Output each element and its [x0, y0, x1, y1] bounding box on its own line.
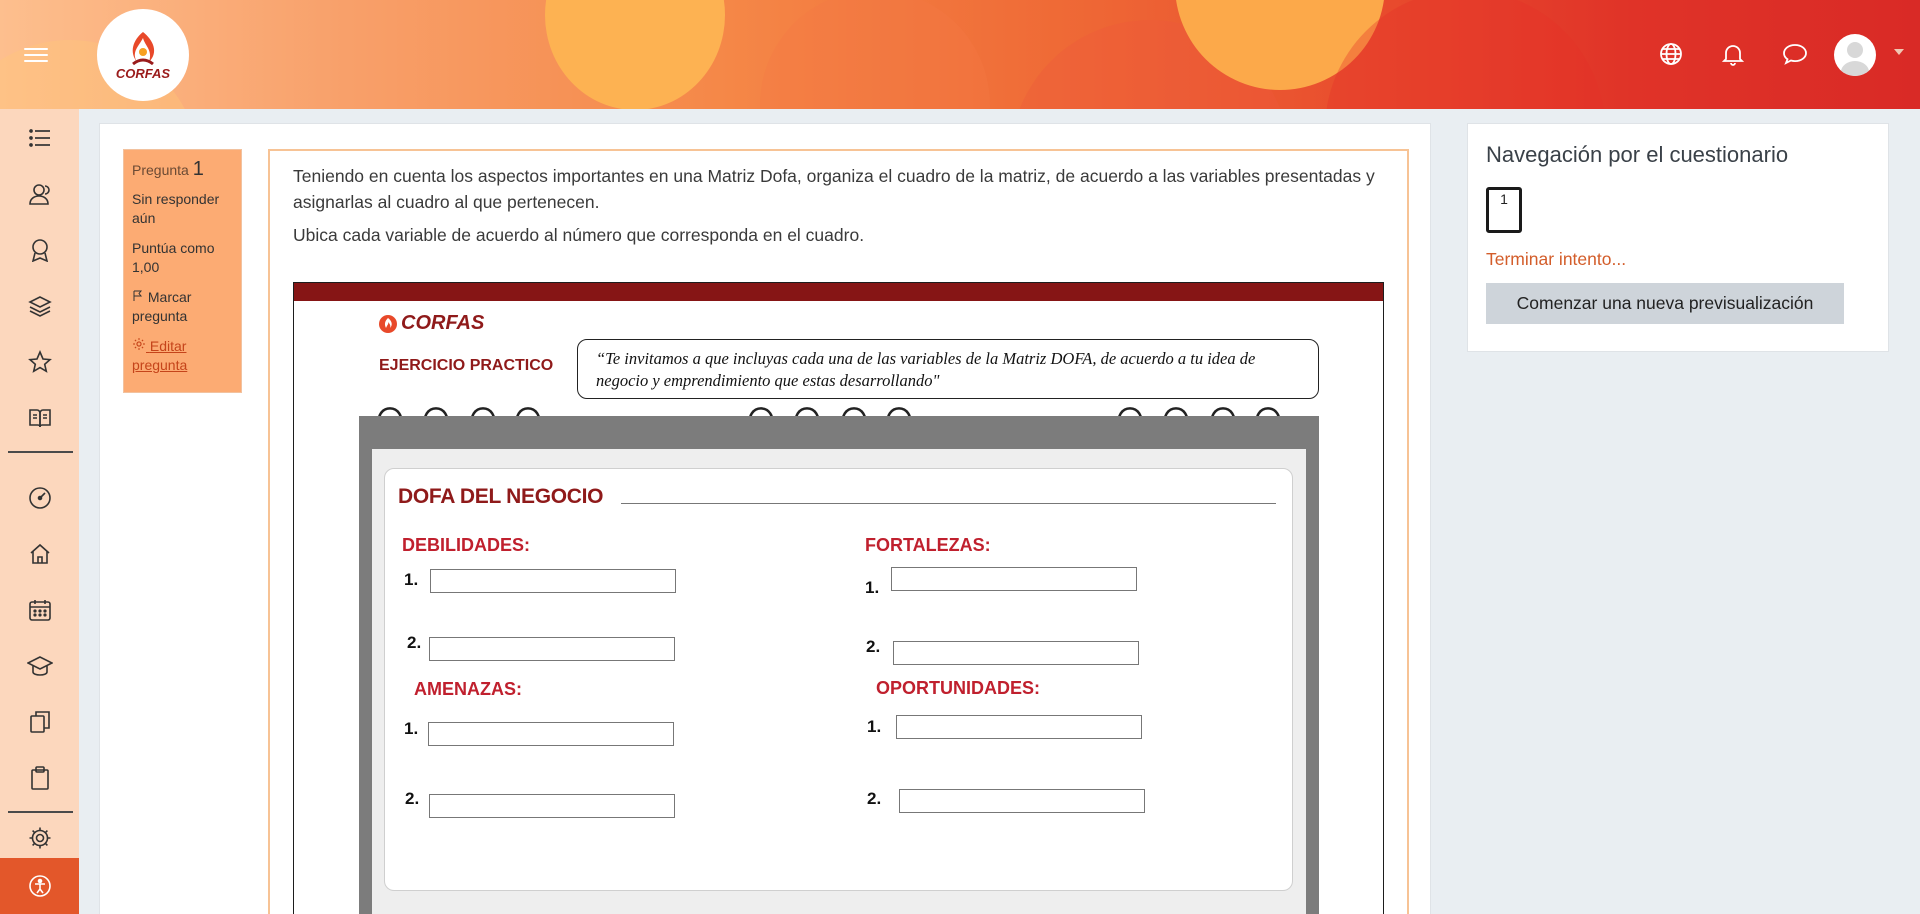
calendar-frame: [359, 416, 1319, 914]
flag-question-label: Marcar pregunta: [132, 289, 192, 324]
settings-icon[interactable]: [0, 818, 79, 858]
question-info-panel: [123, 149, 242, 393]
calendar-icon[interactable]: [0, 590, 79, 630]
debilidades-field-2[interactable]: [429, 637, 675, 661]
decor-blob: [545, 0, 725, 109]
site-logo[interactable]: [97, 9, 189, 101]
dashboard-icon[interactable]: [0, 478, 79, 518]
list-icon[interactable]: [0, 118, 79, 158]
calendar-inner: [372, 449, 1306, 914]
fortalezas-field-2[interactable]: [893, 641, 1139, 665]
finish-attempt-link[interactable]: Terminar intento...: [1486, 249, 1627, 269]
amenazas-field-2[interactable]: [429, 794, 675, 818]
layers-icon[interactable]: [0, 286, 79, 326]
flag-question-button[interactable]: [132, 288, 233, 326]
globe-icon[interactable]: [1657, 40, 1685, 68]
top-navbar: [0, 0, 1920, 109]
decor-blob: [760, 0, 990, 109]
debilidades-number-2: 2.: [407, 633, 422, 652]
question-number: [132, 158, 233, 181]
oportunidades-label: OPORTUNIDADES:: [876, 678, 1041, 698]
oportunidades-number-2: 2.: [867, 789, 882, 808]
dofa-worksheet-image: [293, 282, 1384, 914]
amenazas-number-2: 2.: [405, 789, 420, 808]
files-icon[interactable]: [0, 702, 79, 742]
flag-icon: [132, 290, 144, 302]
fortalezas-label: FORTALEZAS:: [865, 535, 991, 555]
chat-icon[interactable]: [1781, 40, 1809, 68]
home-icon[interactable]: [0, 534, 79, 574]
question-label: Pregunta: [132, 162, 189, 178]
question-state: Sin responder aún: [132, 191, 220, 226]
amenazas-field-1[interactable]: [428, 722, 674, 746]
debilidades-field-1[interactable]: [430, 569, 676, 593]
menu-icon[interactable]: [24, 44, 48, 64]
graduation-cap-icon[interactable]: [0, 646, 79, 686]
worksheet-logo: [378, 312, 484, 335]
flame-logo-icon: [123, 30, 163, 68]
flame-logo-icon: [378, 314, 398, 334]
clipboard-icon[interactable]: [0, 758, 79, 798]
debilidades-label: DEBILIDADES:: [402, 535, 531, 555]
edit-question-label: Editar pregunta: [132, 338, 188, 373]
users-icon[interactable]: [0, 174, 79, 214]
dofa-title-underline: [621, 503, 1276, 504]
question-instruction: Ubica cada variable de acuerdo al número que corresponda en el cuadro.: [293, 225, 865, 245]
worksheet-quote: “Te invitamos a que incluyas cada una de las variables de la Matriz DOFA, de acuerdo a tu idea de negocio y emprendimiento que estas desarrollando": [577, 339, 1319, 399]
edit-question-link[interactable]: [132, 337, 233, 375]
accessibility-icon[interactable]: [0, 858, 79, 914]
avatar[interactable]: [1834, 34, 1876, 76]
question-grade: Puntúa como 1,00: [132, 240, 215, 275]
rail-divider: [8, 451, 73, 453]
dofa-paper: [384, 468, 1293, 891]
star-icon[interactable]: [0, 342, 79, 382]
oportunidades-field-1[interactable]: [896, 715, 1142, 739]
amenazas-label: AMENAZAS:: [414, 679, 522, 699]
oportunidades-number-1: 1.: [867, 717, 882, 736]
question-text: Teniendo en cuenta los aspectos importantes en una Matriz Dofa, organiza el cuadro de la matriz, de acuerdo a las variables presentadas y asignarlas al cuadro al que pertenecen.: [293, 166, 1375, 212]
fortalezas-field-1[interactable]: [891, 567, 1137, 591]
caret-down-icon[interactable]: [1894, 49, 1904, 55]
rail-divider: [8, 811, 73, 813]
gear-icon: [132, 337, 146, 351]
left-rail: [0, 109, 79, 914]
worksheet-logo-text: CORFAS: [401, 312, 485, 334]
oportunidades-field-2[interactable]: [899, 789, 1145, 813]
logo-text: CORFAS: [115, 65, 171, 81]
start-new-preview-button[interactable]: Comenzar una nueva previsualización: [1486, 283, 1844, 324]
book-icon[interactable]: [0, 398, 79, 438]
worksheet-exercise-label: EJERCICIO PRACTICO: [379, 357, 554, 374]
fortalezas-number-2: 2.: [866, 637, 881, 656]
debilidades-number-1: 1.: [404, 570, 419, 589]
bell-icon[interactable]: [1719, 40, 1747, 68]
badge-icon[interactable]: [0, 230, 79, 270]
worksheet-top-bar: [294, 283, 1383, 301]
fortalezas-number-1: 1.: [865, 578, 880, 597]
quiz-navigation-title: Navegación por el cuestionario: [1486, 142, 1789, 167]
dofa-title: DOFA DEL NEGOCIO: [398, 485, 604, 508]
question-nav-button[interactable]: 1: [1486, 187, 1522, 233]
amenazas-number-1: 1.: [404, 719, 419, 738]
question-number-value: 1: [192, 158, 204, 180]
